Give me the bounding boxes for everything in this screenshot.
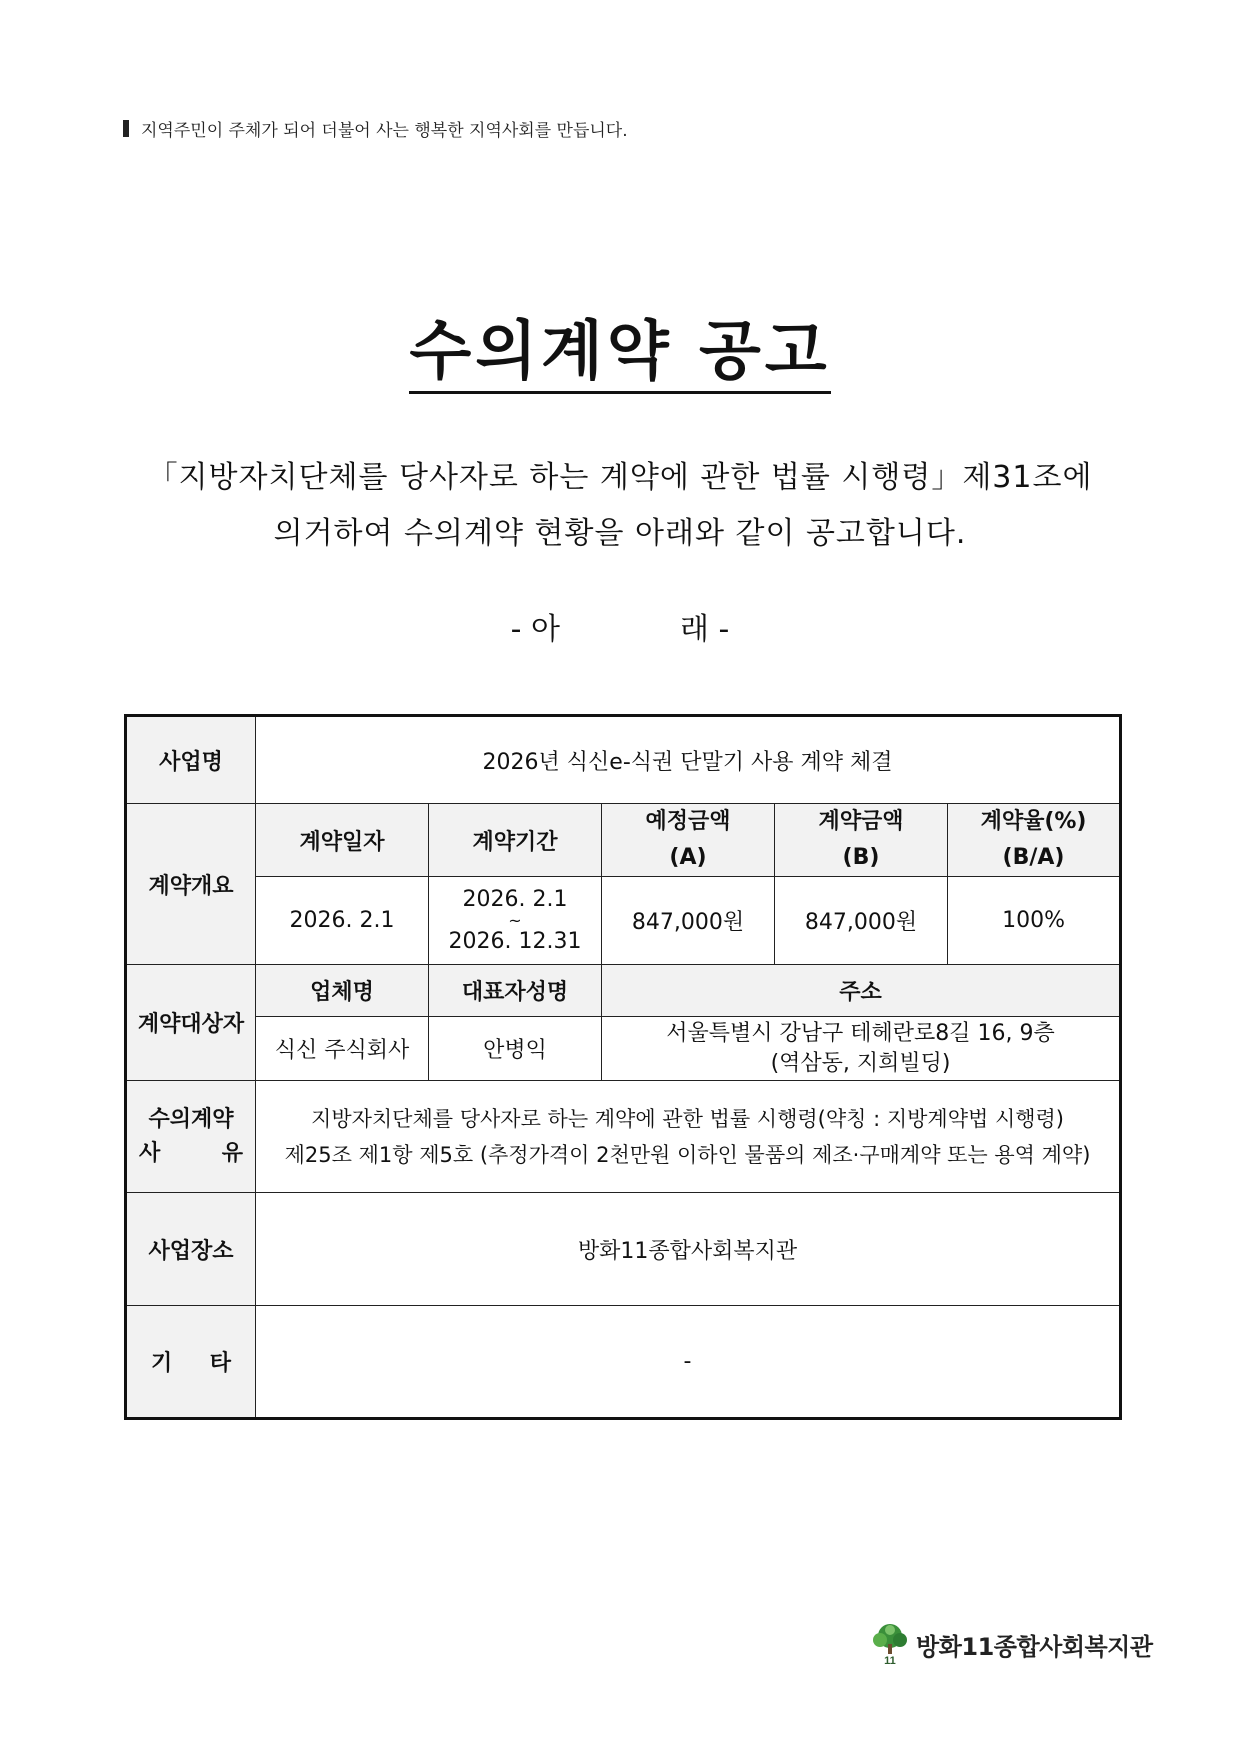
business-name-row <box>126 716 1121 804</box>
period-end: 2026. 12.31 <box>448 928 582 954</box>
header-contract-l1: 계약금액 <box>818 809 904 834</box>
value-contract-rate: 100% <box>948 877 1121 965</box>
contract-table <box>124 714 1122 1420</box>
overview-header-row <box>126 804 1121 877</box>
page-title-text: 수의계약 공고 <box>409 315 830 394</box>
reason-label <box>126 1081 256 1193</box>
party-header-row <box>126 965 1121 1017</box>
party-label: 계약대상자 <box>126 965 256 1081</box>
header-estimated-l2: (A) <box>669 845 707 870</box>
header-contract-period: 계약기간 <box>429 804 602 877</box>
value-contract-amount: 847,000원 <box>775 877 948 965</box>
business-name-value: 2026년 식신e-식권 단말기 사용 계약 체결 <box>256 716 1121 804</box>
header-estimated-amount <box>602 804 775 877</box>
header-rate-l1: 계약율(%) <box>980 809 1087 834</box>
intro-paragraph <box>0 450 1240 562</box>
place-label: 사업장소 <box>126 1193 256 1306</box>
place-row <box>126 1193 1121 1306</box>
header-estimated-l1: 예정금액 <box>645 809 731 834</box>
value-company: 식신 주식회사 <box>256 1017 429 1081</box>
address-line-1: 서울특별시 강남구 테헤란로8길 16, 9층 <box>666 1020 1055 1046</box>
address-line-2: (역삼동, 지희빌딩) <box>770 1050 951 1076</box>
header-rate-l2: (B/A) <box>1002 845 1065 870</box>
page-title <box>0 300 1240 392</box>
value-contract-period <box>429 877 602 965</box>
reason-label-l2b: 유 <box>221 1140 243 1166</box>
value-estimated-amount: 847,000원 <box>602 877 775 965</box>
reason-row <box>126 1081 1121 1193</box>
etc-label-b: 타 <box>209 1351 231 1376</box>
intro-line-2: 의거하여 수의계약 현황을 아래와 같이 공고합니다. <box>273 516 967 551</box>
header-ceo: 대표자성명 <box>429 965 602 1017</box>
place-value: 방화11종합사회복지관 <box>256 1193 1121 1306</box>
arae-right: 래 - <box>680 612 730 647</box>
header-contract-amount <box>775 804 948 877</box>
header-contract-date: 계약일자 <box>256 804 429 877</box>
reason-label-l2a: 사 <box>139 1140 161 1166</box>
header-contract-rate <box>948 804 1121 877</box>
arae-heading <box>0 604 1240 648</box>
emblem-number: 11 <box>884 1655 896 1666</box>
reason-value <box>256 1081 1121 1193</box>
reason-line-2: 제25조 제1항 제5호 (추정가격이 2천만원 이하인 물품의 제조·구매계약 또는 용역 계약) <box>284 1142 1091 1167</box>
header-company: 업체명 <box>256 965 429 1017</box>
period-start: 2026. 2.1 <box>462 886 568 912</box>
period-separator: ~ <box>508 910 522 930</box>
organization-name: 방화11종합사회복지관 <box>916 1632 1153 1661</box>
etc-label <box>126 1306 256 1419</box>
intro-line-1: 「지방자치단체를 당사자로 하는 계약에 관한 법률 시행령」제31조에 <box>147 460 1093 495</box>
header-note <box>123 116 628 141</box>
overview-value-row <box>126 877 1121 965</box>
reason-line-1: 지방자치단체를 당사자로 하는 계약에 관한 법률 시행령(약칭 : 지방계약법 시행령) <box>311 1106 1065 1131</box>
header-contract-l2: (B) <box>842 845 880 870</box>
etc-row <box>126 1306 1121 1419</box>
header-note-text: 지역주민이 주체가 되어 더불어 사는 행복한 지역사회를 만듭니다. <box>141 121 628 141</box>
business-name-label: 사업명 <box>126 716 256 804</box>
header-bar-mark <box>123 120 129 137</box>
party-value-row <box>126 1017 1121 1081</box>
etc-label-spread <box>133 1346 249 1377</box>
arae-left: - 아 <box>510 612 560 647</box>
etc-label-a: 기 <box>151 1351 173 1376</box>
reason-label-l2 <box>133 1137 249 1171</box>
header-address: 주소 <box>602 965 1121 1017</box>
overview-label: 계약개요 <box>126 804 256 965</box>
etc-value: - <box>256 1306 1121 1419</box>
tree-emblem-icon <box>868 1622 912 1666</box>
organization-logo <box>868 1622 1153 1666</box>
reason-label-l1: 수의계약 <box>148 1106 234 1132</box>
value-address <box>602 1017 1121 1081</box>
value-ceo: 안병익 <box>429 1017 602 1081</box>
value-contract-date: 2026. 2.1 <box>256 877 429 965</box>
